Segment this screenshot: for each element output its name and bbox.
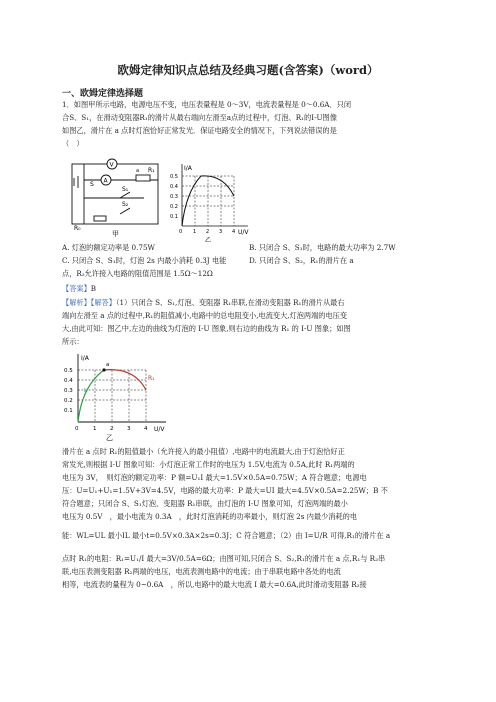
option-b: B. 只闭合 S、S₁时，电路的最大功率为 2.7W <box>249 243 396 252</box>
y-axis-label: I/A <box>184 165 192 172</box>
y-tick-label: 0.3 <box>170 194 178 200</box>
circuit-diagram <box>64 158 164 238</box>
question-line: （ ） <box>62 139 84 148</box>
y-tick-label: 0.4 <box>64 378 73 384</box>
option-d-cont: 点，R₂允许接入电路的阻值范围是 1.5Ω～12Ω <box>62 269 213 278</box>
question-line: 如图乙，滑片在 a 点时灯泡恰好正常发光．保证电路安全的情况下，下列说法错误的是 <box>62 126 337 135</box>
analysis-line: 【解析】【解答】（1）只闭合 S、S₁,灯泡、变阻器 R₁串联,在滑动变阻器 R₁的滑片从最右 <box>62 298 345 307</box>
y-tick-label: 0.3 <box>64 388 73 394</box>
x-axis-label: U/V <box>238 229 249 236</box>
option-a: A. 灯泡的额定功率是 0.75W <box>62 243 155 252</box>
y-tick-label: 0.5 <box>170 174 178 180</box>
option-d: D. 只闭合 S、S₂，R₁的滑片在 a <box>249 256 354 265</box>
figure-caption: 甲 <box>112 230 119 238</box>
answer-line <box>62 283 434 296</box>
circuit-label: S <box>90 181 94 188</box>
circuit-label: S₁ <box>122 186 129 193</box>
circuit-label: R₁ <box>148 167 155 174</box>
y-tick-label: 0.1 <box>170 214 178 220</box>
analysis-body-line: 点时 R₁的电阻：R₁=U₁/I 最大=3V/0.5A=6Ω；由图可知,只闭合 S、S₂,R₁的滑片在 a 点,R₁与 R₂串 <box>62 554 386 563</box>
analysis-label: 【解析】 <box>62 298 91 307</box>
section-heading: 一、欧姆定律选择题 <box>62 89 144 99</box>
circuit-label: a <box>136 168 140 174</box>
circuit-label: S₂ <box>122 201 129 208</box>
x-tick-label: 1 <box>93 426 97 432</box>
option-c: C. 只闭合 S、S₁时，灯泡 2s 内最小消耗 0.3J 电能 <box>62 256 227 265</box>
circuit-label: R₀ <box>74 225 81 232</box>
x-tick-label: 3 <box>219 229 223 235</box>
x-tick-label: 2 <box>110 426 114 432</box>
point-label-a: a <box>106 362 110 368</box>
analysis-line: 所示： <box>62 337 84 346</box>
analysis-body-line: 电压为 0.5V ，最小电流为 0.3A ，此时灯泡消耗的功率最小，则灯泡 2s 内最少消耗的电 <box>62 512 358 521</box>
x-tick-label: 3 <box>127 426 131 432</box>
answer-value: B <box>90 284 97 293</box>
analysis-label-2: 【解答】 <box>90 298 116 307</box>
x-tick-label: 4 <box>144 426 148 432</box>
question-line: 合S、S₁，在滑动变阻器R₁的滑片从最右端向左滑至a点的过程中，灯泡、R₁的I-U图像 <box>62 113 337 122</box>
x-axis-label: U/V <box>154 426 165 433</box>
x-tick-label: 1 <box>193 229 197 235</box>
page-title: 欧姆定律知识点总结及经典习题(含答案)（word） <box>117 63 379 77</box>
x-tick-label: 2 <box>206 229 210 235</box>
analysis-body-line: 滑片在 a 点时 R₁的阻值最小（允许接入的最小阻值）,电路中的电流最大,由于灯泡恰好正 <box>62 447 345 456</box>
y-tick-label: 0.4 <box>170 184 178 190</box>
figure-caption: 乙 <box>205 237 212 244</box>
analysis-body-line: 压：U=U₁+U₁=1.5V+3V=4.5V，电路的最大功率：P 最大=UI 最大=4.5V×0.5A=2.25W；B 不 <box>62 486 388 495</box>
x-tick-label: 0 <box>75 426 79 432</box>
curve-label-r1: R₁ <box>148 375 155 382</box>
analysis-line: 大,由此可知：图乙中,左边的曲线为灯泡的 I-U 图象,则右边的曲线为 R₁ 的 I-U 图象；如图 <box>62 324 351 333</box>
analysis-body-line: 能：WL=UL 最小IL 最小t=0.5V×0.3A×2s=0.3J；C 符合题意；（2）由 I=U/R 可得,R₁的滑片在 a <box>62 531 391 540</box>
analysis-body-line: 相等，电流表的量程为 0~0.6A ，所以,电路中的最大电流 I 最大=0.6A,此时滑动变阻器 R₂接 <box>62 580 367 589</box>
curve-label-lamp: L <box>84 387 88 394</box>
y-tick-label: 0.2 <box>170 204 178 210</box>
y-tick-label: 0.1 <box>64 408 73 414</box>
answer-label: 【答案】 <box>62 284 91 293</box>
x-tick-label: 4 <box>232 229 236 235</box>
analysis-line: 端向左滑至 a 点的过程中,R₁的阻值减小,电路中的总电阻变小,电流变大,灯泡两端的电压变 <box>62 311 348 320</box>
question-line: 1．如图甲所示电路，电源电压不变，电压表量程是 0～3V，电流表量程是 0～0.6A．只闭 <box>62 100 352 109</box>
y-axis-label: I/A <box>81 355 89 362</box>
analysis-body-line: 常发光,则根据 I-U 图象可知：小灯泡正常工作时的电压为 1.5V,电流为 0.5A,此时 R₁两端的 <box>62 460 355 469</box>
circuit-label: A <box>103 177 108 185</box>
iu-graph-analysis <box>62 350 172 442</box>
analysis-body-line: 电压为 3V， 则灯泡的额定功率：P 额=U₁I 最大=1.5V×0.5A=0.75W；A 符合题意；电源电 <box>62 473 367 482</box>
y-tick-label: 0.2 <box>64 398 73 404</box>
circuit-label: V <box>109 161 114 169</box>
figure-caption: 乙 <box>106 434 113 442</box>
x-tick-label: 0 <box>179 229 183 235</box>
analysis-body-line: 符合题意；只闭合 S、S₁灯泡、变阻器 R₁串联，由灯泡的 I-U 图象可知，灯泡两端的最小 <box>62 499 348 508</box>
analysis-body-line: 联,电压表测变阻器 R₂两端的电压，电流表测电路中的电流；由于串联电路中各处的电流 <box>62 567 341 576</box>
iu-graph-question <box>168 162 250 244</box>
y-tick-label: 0.5 <box>64 368 73 374</box>
